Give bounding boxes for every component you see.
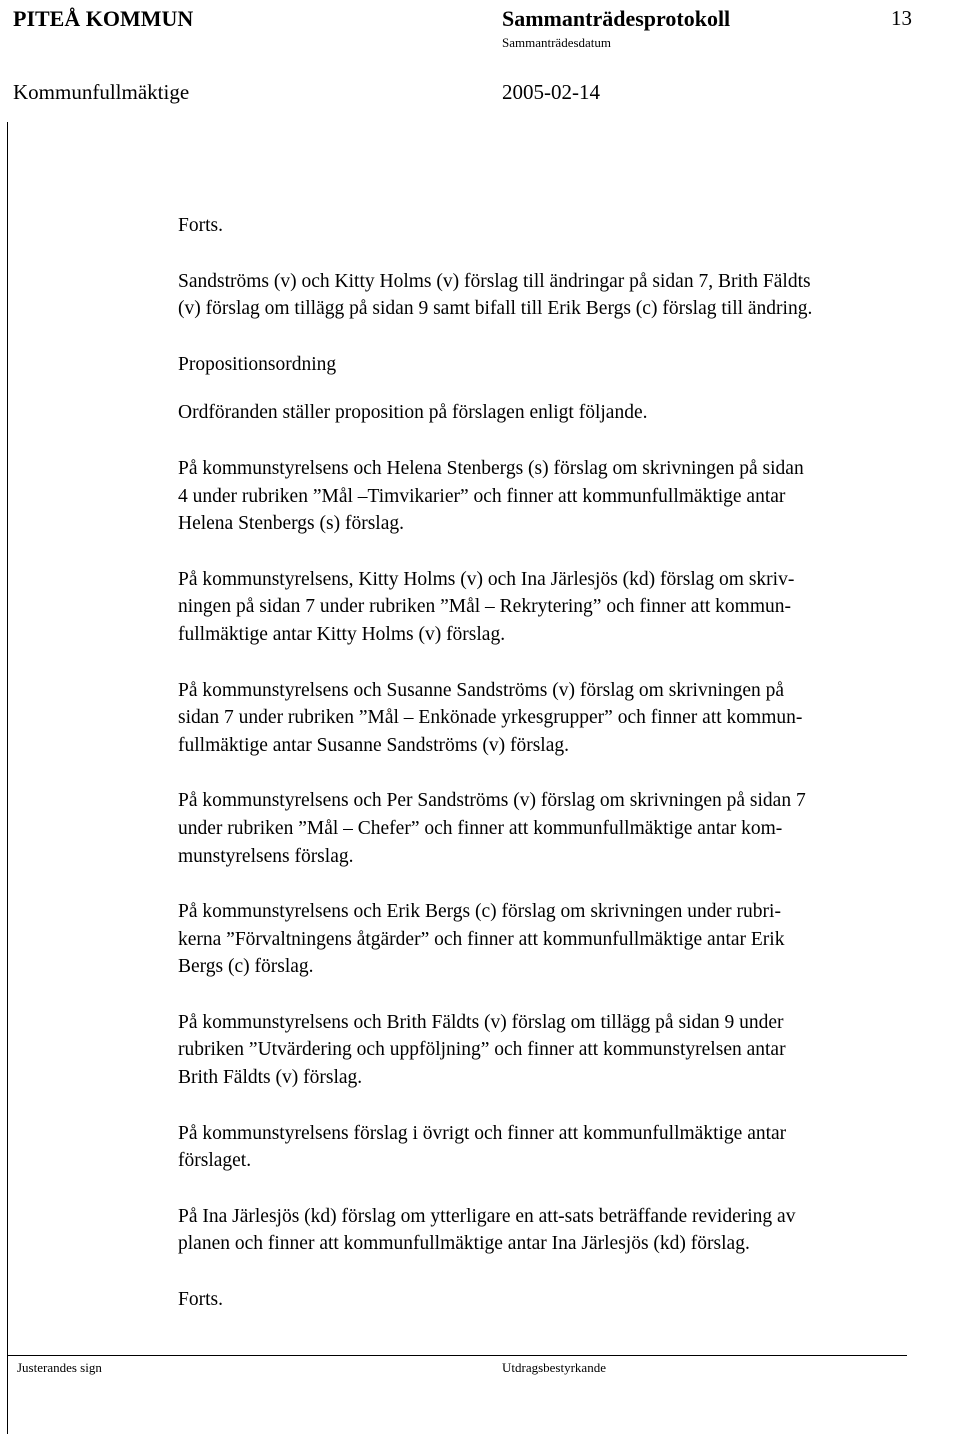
text-line: Helena Stenbergs (s) förslag. (178, 513, 404, 535)
text-line: sidan 7 under rubriken ”Mål – Enkönade yrkesgrupper” och finner att kommun- (178, 707, 803, 729)
text-line: kerna ”Förvaltningens åtgärder” och finner att kommunfullmäktige antar Erik (178, 928, 785, 950)
text-line: På kommunstyrelsens, Kitty Holms (v) och Ina Järlesjös (kd) förslag om skriv- (178, 568, 795, 590)
footer-rule (7, 1355, 907, 1356)
text-line: På kommunstyrelsens förslag i övrigt och finner att kommunfullmäktige antar (178, 1122, 787, 1144)
intro-paragraph (178, 268, 938, 323)
section-heading: Propositionsordning (178, 353, 337, 375)
body-name: Kommunfullmäktige (13, 80, 190, 104)
text-line: På kommunstyrelsens och Susanne Sandströms (v) förslag om skrivningen på (178, 679, 785, 701)
signature-label: Justerandes sign (17, 1360, 102, 1375)
text-line: På kommunstyrelsens och Brith Fäldts (v) förslag om tillägg på sidan 9 under (178, 1011, 784, 1033)
continued-note-bottom: Forts. (178, 1289, 223, 1311)
text-line: Bergs (c) förslag. (178, 956, 314, 978)
text-line: 4 under rubriken ”Mål –Timvikarier” och finner att kommunfullmäktige antar (178, 485, 786, 507)
text-line: munstyrelsens förslag. (178, 845, 354, 867)
text-line: förslaget. (178, 1150, 252, 1172)
chair-statement: Ordföranden ställer proposition på förslagen enligt följande. (178, 402, 648, 424)
text-line: På kommunstyrelsens och Helena Stenbergs (s) förslag om skrivningen på sidan (178, 457, 804, 479)
date-caption: Sammanträdesdatum (502, 35, 612, 50)
organization-name: PITEÅ KOMMUN (13, 6, 194, 31)
continued-note-top: Forts. (178, 215, 223, 236)
text-line: Sandströms (v) och Kitty Holms (v) förslag till ändringar på sidan 7, Brith Fäldts (178, 270, 811, 292)
meeting-date: 2005-02-14 (502, 80, 600, 104)
text-line: Brith Fäldts (v) förslag. (178, 1067, 363, 1089)
text-line: rubriken ”Utvärdering och uppföljning” och finner att kommunstyrelsen antar (178, 1039, 786, 1061)
proposition-paragraph (178, 898, 938, 981)
text-line: ningen på sidan 7 under rubriken ”Mål – Rekrytering” och finner att kommun- (178, 596, 791, 618)
proposition-paragraph (178, 1203, 938, 1258)
document-body (178, 212, 938, 1342)
proposition-paragraph (178, 677, 938, 760)
text-line: fullmäktige antar Susanne Sandströms (v) förslag. (178, 734, 569, 756)
certification-label: Utdragsbestyrkande (502, 1360, 606, 1375)
page-number: 13 (891, 6, 912, 30)
text-line: På Ina Järlesjös (kd) förslag om ytterligare en att-sats beträffande revidering av (178, 1205, 796, 1227)
proposition-paragraph (178, 455, 938, 538)
text-line: under rubriken ”Mål – Chefer” och finner att kommunfullmäktige antar kom- (178, 817, 783, 839)
proposition-paragraph (178, 1120, 938, 1175)
text-line: På kommunstyrelsens och Per Sandströms (v) förslag om skrivningen på sidan 7 (178, 790, 806, 812)
text-line: (v) förslag om tillägg på sidan 9 samt bifall till Erik Bergs (c) förslag till ändring. (178, 298, 813, 320)
text-line: På kommunstyrelsens och Erik Bergs (c) förslag om skrivningen under rubri- (178, 901, 781, 923)
proposition-paragraph (178, 566, 938, 649)
document-type: Sammanträdesprotokoll (502, 6, 731, 31)
proposition-paragraph (178, 787, 938, 870)
text-line: planen och finner att kommunfullmäktige antar Ina Järlesjös (kd) förslag. (178, 1233, 750, 1255)
text-line: fullmäktige antar Kitty Holms (v) förslag. (178, 623, 506, 645)
proposition-paragraph (178, 1009, 938, 1092)
margin-rule (7, 122, 8, 1434)
